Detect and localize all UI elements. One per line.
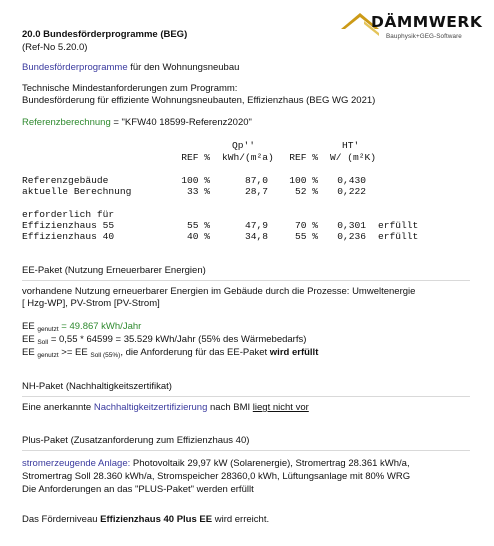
reference-link[interactable]: Referenzberechnung bbox=[22, 117, 111, 128]
ee-soll-line bbox=[22, 334, 306, 346]
ee-symbol: EE bbox=[22, 321, 35, 332]
qp-header: Qp'' bbox=[232, 140, 256, 151]
program-link[interactable]: Bundesförderprogramme bbox=[22, 62, 128, 73]
ee-soll-text: = 0,55 * 64599 = 35.529 kWh/Jahr (55% des Wärmebedarfs) bbox=[50, 334, 307, 345]
row-qp: 34,8 bbox=[244, 231, 268, 242]
nh-certification-link[interactable]: Nachhaltigkeitzertifizierung bbox=[93, 402, 208, 413]
summary-level: Effizienzhaus 40 Plus EE bbox=[100, 514, 213, 525]
reference-line bbox=[22, 117, 252, 128]
program-text: für den Wohnungsneubau bbox=[127, 62, 240, 73]
summary-post: wird erreicht. bbox=[212, 514, 270, 525]
row-status: erfüllt bbox=[378, 231, 419, 242]
ht-ref-pct-header: REF % bbox=[289, 152, 318, 163]
row-label: Effizienzhaus 55 bbox=[22, 220, 115, 231]
logo-subtitle: Bauphysik+GEG-Software bbox=[386, 33, 462, 40]
row-ht-pct: 70 % bbox=[294, 220, 318, 231]
plus-plant-link[interactable]: stromerzeugende Anlage: bbox=[22, 458, 131, 469]
ht-header: HT' bbox=[342, 140, 360, 151]
row-qp: 47,9 bbox=[244, 220, 268, 231]
reference-value: = "KFW40 18599-Referenz2020" bbox=[110, 117, 252, 128]
program-line bbox=[22, 62, 239, 73]
plus-line-1-text: Photovoltaik 29,97 kW (Solarenergie), Stromertrag 28.361 kWh/a, bbox=[130, 458, 410, 469]
ref-number: (Ref-No 5.20.0) bbox=[22, 42, 88, 53]
row-qp-pct: 55 % bbox=[186, 220, 210, 231]
ee-cmp-mid: >= EE bbox=[61, 347, 88, 358]
ee-cmp-soll-subscript: Soll (55%) bbox=[90, 352, 121, 359]
row-status: erfüllt bbox=[378, 220, 419, 231]
row-qp: 87,0 bbox=[244, 175, 268, 186]
ee-line-2: [ Hzg-WP], PV-Strom [PV-Strom] bbox=[22, 298, 160, 309]
row-label: Effizienzhaus 40 bbox=[22, 231, 115, 242]
qp-unit-header: kWh/(m²a) bbox=[222, 152, 274, 163]
plus-section-title: Plus-Paket (Zusatzanforderung zum Effizienzhaus 40) bbox=[22, 435, 250, 446]
ee-genutzt-value[interactable]: = 49.867 kWh/Jahr bbox=[61, 321, 142, 332]
row-ht-pct: 55 % bbox=[294, 231, 318, 242]
ee-section-title: EE-Paket (Nutzung Erneuerbarer Energien) bbox=[22, 265, 206, 276]
ee-symbol: EE bbox=[22, 347, 35, 358]
row-ht: 0,222 bbox=[337, 186, 366, 197]
ee-genutzt-subscript: genutzt bbox=[37, 326, 59, 333]
row-qp-pct: 100 % bbox=[181, 175, 210, 186]
nh-mid: nach BMI bbox=[207, 402, 253, 413]
nh-section-title: NH-Paket (Nachhaltigkeitszertifikat) bbox=[22, 381, 172, 392]
row-qp: 28,7 bbox=[244, 186, 268, 197]
ee-cmp-text: , die Anforderung für das EE-Paket bbox=[120, 347, 270, 358]
ee-symbol: EE bbox=[22, 334, 35, 345]
divider bbox=[22, 396, 470, 397]
row-ht: 0,301 bbox=[337, 220, 366, 231]
row-ht: 0,430 bbox=[337, 175, 366, 186]
requirements-line-1: Technische Mindestanforderungen zum Programm: bbox=[22, 83, 238, 94]
ee-cmp-genutzt-subscript: genutzt bbox=[37, 352, 59, 359]
daemmwerk-logo bbox=[340, 12, 483, 46]
summary-pre: Das Förderniveau bbox=[22, 514, 101, 525]
summary-line bbox=[22, 514, 269, 525]
ee-soll-subscript: Soll bbox=[37, 339, 49, 346]
row-ht-pct: 52 % bbox=[294, 186, 318, 197]
logo-name: DÄMMWERK bbox=[371, 13, 483, 31]
ee-cmp-result: wird erfüllt bbox=[269, 347, 319, 358]
nh-line bbox=[22, 402, 309, 413]
divider bbox=[22, 450, 470, 451]
plus-line-2: Stromertrag Soll 28.360 kWh/a, Stromspeicher 28360,0 kWh, Lüftungsanlage mit 80% WRG bbox=[22, 471, 411, 482]
ht-unit-header: W/ (m²K) bbox=[330, 152, 377, 163]
ee-compare-line bbox=[22, 347, 318, 359]
row-label: erforderlich für bbox=[22, 209, 115, 220]
row-ht: 0,236 bbox=[337, 231, 366, 242]
nh-status: liegt nicht vor bbox=[252, 402, 309, 413]
nh-pre: Eine anerkannte bbox=[22, 402, 94, 413]
row-qp-pct: 40 % bbox=[186, 231, 210, 242]
divider bbox=[22, 280, 470, 281]
plus-line-3: Die Anforderungen an das "PLUS-Paket" werden erfüllt bbox=[22, 484, 254, 495]
row-label: aktuelle Berechnung bbox=[22, 186, 132, 197]
row-qp-pct: 33 % bbox=[186, 186, 210, 197]
page-title: 20.0 Bundesförderprogramme (BEG) bbox=[22, 29, 188, 40]
qp-ref-pct-header: REF % bbox=[181, 152, 210, 163]
ee-line-1: vorhandene Nutzung erneuerbarer Energien im Gebäude durch die Prozesse: Umweltenergie bbox=[22, 286, 416, 297]
ee-genutzt-line bbox=[22, 321, 141, 333]
row-label: Referenzgebäude bbox=[22, 175, 109, 186]
row-ht-pct: 100 % bbox=[289, 175, 318, 186]
plus-line-1 bbox=[22, 458, 410, 469]
requirements-line-2: Bundesförderung für effiziente Wohnungsneubauten, Effizienzhaus (BEG WG 2021) bbox=[22, 95, 376, 106]
